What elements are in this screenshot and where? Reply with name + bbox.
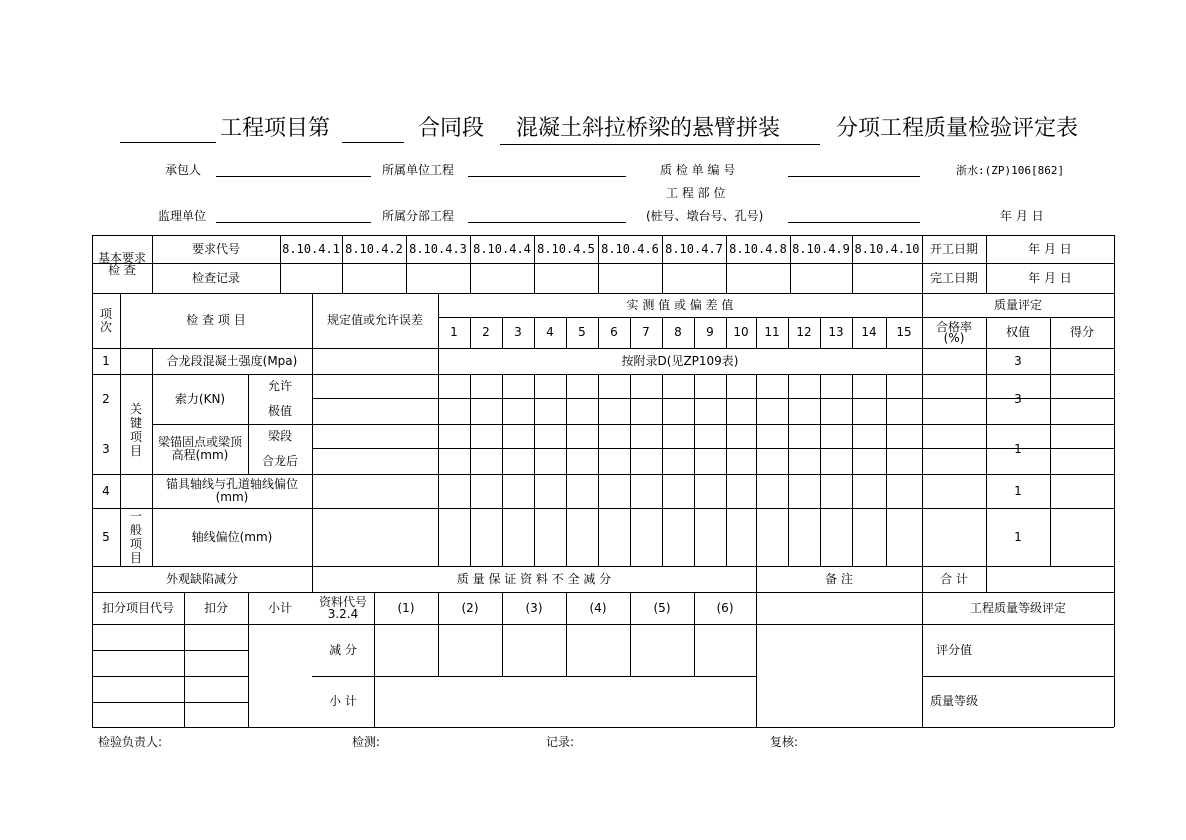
- row1-note: 按附录D(见ZP109表): [621, 353, 739, 368]
- end-date-label: 完工日期: [929, 270, 978, 285]
- doc-code-item: (2): [461, 600, 479, 615]
- row2-sub1: 允许: [267, 378, 292, 393]
- test-label: 检测:: [352, 735, 381, 749]
- measure-col-number: 4: [546, 325, 554, 339]
- doc-minus-label: 减 分: [329, 642, 357, 657]
- basic-label-line1: 基本要求: [97, 251, 146, 265]
- requirement-code: 8.10.4.7: [665, 241, 723, 256]
- row3-name: 梁锚固点或梁顶高程(mm): [157, 435, 242, 462]
- grid-line-v: [820, 374, 821, 566]
- record-label: 记录:: [546, 735, 575, 749]
- measure-col-number: 15: [896, 325, 912, 339]
- total-label: 合 计: [940, 571, 968, 586]
- requirement-code: 8.10.4.9: [792, 241, 850, 256]
- row2-no: 2: [102, 391, 110, 406]
- basic-label-line2: 检 查: [108, 263, 136, 277]
- form-code: 浙水:(ZP)106[862]: [956, 164, 1065, 177]
- requirement-code: 8.10.4.1: [282, 241, 340, 256]
- measure-col-number: 3: [514, 325, 522, 339]
- grid-line-h: [92, 650, 248, 651]
- grid-line-v: [756, 374, 757, 566]
- measure-col-number: 5: [578, 325, 586, 339]
- measure-col-number: 9: [706, 325, 714, 339]
- inspection-no-label: 质 检 单 编 号: [660, 163, 736, 177]
- grid-line-v: [886, 374, 887, 566]
- requirement-code: 8.10.4.10: [854, 241, 920, 256]
- measure-col-number: 12: [796, 325, 812, 339]
- doc-code-item: (4): [589, 600, 607, 615]
- grid-line-v: [502, 374, 503, 566]
- title-contract: 合同段: [418, 116, 485, 141]
- check-item-header: 检 查 项 目: [186, 313, 246, 327]
- row4-weight: 1: [1014, 483, 1022, 498]
- sub-project-label: 所属分部工程: [382, 209, 455, 223]
- item-no-header: 项次: [99, 306, 112, 334]
- grid-line-v: [726, 374, 727, 566]
- row2-weight: 3: [1014, 391, 1022, 406]
- row5-no: 5: [102, 529, 110, 544]
- start-date-label: 开工日期: [929, 241, 978, 256]
- doc-code-item: (6): [716, 600, 734, 615]
- requirement-code: 8.10.4.3: [409, 241, 467, 256]
- grid-line-h: [92, 727, 1114, 728]
- title-project-name: 混凝土斜拉桥梁的悬臂拼装: [516, 116, 781, 141]
- requirement-code: 8.10.4.4: [473, 241, 531, 256]
- grid-line-h: [374, 676, 756, 677]
- grid-line-v: [788, 374, 789, 566]
- doc-subtotal-label: 小 计: [329, 694, 357, 708]
- general-items-group: 一般项目: [129, 509, 142, 565]
- requirement-code-label: 要求代号: [191, 241, 240, 256]
- row3-no: 3: [102, 441, 110, 456]
- work-part-label: 工 程 部 位: [666, 186, 726, 200]
- doc-code-header: 资料代号3.2.4: [318, 595, 367, 621]
- start-date-value: 年 月 日: [1028, 241, 1072, 256]
- basic-requirements-label: [92, 235, 152, 293]
- row4-name: 锚具轴线与孔道轴线偏位(mm): [165, 477, 298, 504]
- row5-name: 轴线偏位(mm): [191, 529, 273, 544]
- row3-sub2: 合龙后: [261, 453, 298, 468]
- row2-name: 索力(KN): [174, 391, 226, 406]
- check-record-label: 检查记录: [191, 270, 240, 285]
- remarks-label: 备 注: [825, 571, 853, 586]
- weight-header: 权值: [1005, 325, 1030, 339]
- row3-sub1: 梁段: [267, 428, 292, 443]
- measure-col-number: 2: [482, 325, 490, 339]
- row4-no: 4: [102, 483, 110, 498]
- end-date-value: 年 月 日: [1028, 270, 1072, 285]
- requirement-code: 8.10.4.5: [537, 241, 595, 256]
- row1-weight: 3: [1014, 353, 1022, 368]
- doc-code-item: (5): [653, 600, 671, 615]
- measure-col-number: 7: [642, 325, 650, 339]
- deduct-code-header: 扣分项目代号: [101, 600, 174, 615]
- measured-header: 实 测 值 或 偏 差 值: [626, 297, 734, 312]
- grid-line-v: [470, 374, 471, 566]
- spec-header: 规定值或允许误差: [326, 313, 423, 327]
- title-prefix: 工程项目第: [220, 116, 331, 141]
- grid-line-h: [92, 676, 248, 677]
- deduct-header: 扣分: [203, 600, 228, 615]
- measure-col-number: 8: [674, 325, 682, 339]
- requirement-code: 8.10.4.8: [729, 241, 787, 256]
- grid-line-v: [662, 374, 663, 566]
- row3-weight: 1: [1014, 441, 1022, 456]
- row2-sub2: 极值: [267, 403, 292, 418]
- subtotal-header: 小计: [267, 600, 292, 615]
- requirement-code: 8.10.4.2: [345, 241, 403, 256]
- stake-label: (桩号、墩台号、孔号): [646, 209, 764, 223]
- grid-line-v: [852, 374, 853, 566]
- requirement-code: 8.10.4.6: [601, 241, 659, 256]
- measure-col-number: 14: [861, 325, 877, 339]
- grid-line-v: [630, 374, 631, 566]
- grid-line-v: [534, 374, 535, 566]
- title-suffix: 分项工程质量检验评定表: [836, 116, 1079, 141]
- grid-line-v: [566, 374, 567, 566]
- quality-eval-header: 质量评定: [993, 297, 1042, 312]
- key-items-group: 关键项目: [129, 402, 142, 458]
- header-date: 年 月 日: [1000, 209, 1044, 223]
- measure-col-number: 11: [764, 325, 780, 339]
- unit-project-label: 所属单位工程: [382, 163, 455, 177]
- row1-name: 合龙段混凝土强度(Mpa): [166, 353, 298, 368]
- row1-no: 1: [102, 353, 110, 368]
- grade-eval-header: 工程质量等级评定: [969, 600, 1066, 615]
- contractor-label: 承包人: [165, 163, 202, 177]
- doc-deduction-label: 质 量 保 证 资 料 不 全 减 分: [456, 571, 612, 586]
- grid-line-v: [598, 374, 599, 566]
- measure-col-number: 10: [733, 325, 749, 339]
- grid-line-v: [694, 374, 695, 566]
- quality-grade-label: 质量等级: [929, 694, 978, 708]
- doc-code-item: (3): [525, 600, 543, 615]
- measure-col-number: 13: [828, 325, 844, 339]
- measure-col-number: 6: [610, 325, 618, 339]
- inspector-label: 检验负责人:: [98, 735, 163, 749]
- score-value-label: 评分值: [935, 642, 972, 657]
- measure-col-number: 1: [450, 325, 458, 339]
- review-label: 复核:: [770, 735, 799, 749]
- appearance-deduction-label: 外观缺陷减分: [165, 571, 238, 586]
- row5-weight: 1: [1014, 529, 1022, 544]
- supervisor-label: 监理单位: [158, 209, 207, 223]
- pass-rate-header: 合格率(%): [935, 319, 972, 345]
- grid-line-v: [1050, 317, 1051, 566]
- doc-code-item: (1): [397, 600, 415, 615]
- grid-line-h: [92, 702, 248, 703]
- score-header: 得分: [1069, 325, 1094, 339]
- grid-line-v: [1114, 235, 1115, 727]
